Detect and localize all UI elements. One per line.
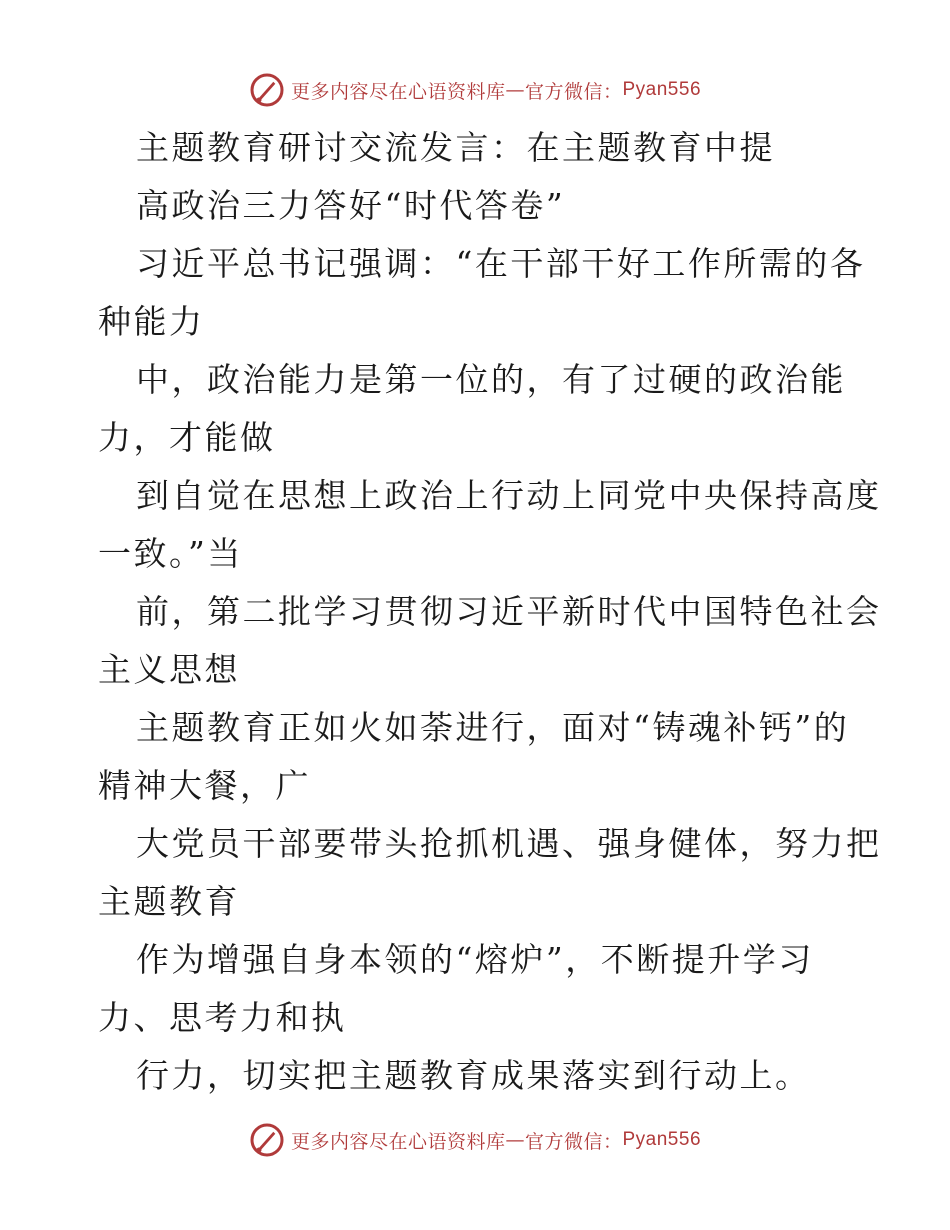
text-line: 主义思想: [98, 650, 240, 689]
footer-watermark: [0, 1120, 950, 1160]
text-line: 到自觉在思想上政治上行动上同党中央保持高度: [136, 476, 882, 515]
text-line: 主题教育: [98, 882, 240, 921]
document-title-line-2: 高政治三力答好“时代答卷”: [136, 186, 566, 225]
watermark-handle: Pyan556: [622, 79, 702, 100]
watermark-wechat-label: 官方微信：: [524, 80, 623, 103]
watermark-text: 更多内容尽在心语资料库: [290, 1130, 506, 1153]
watermark-text: 更多内容尽在心语资料库: [290, 80, 506, 103]
text-line: 行力，切实把主题教育成果落实到行动上。: [136, 1056, 811, 1095]
watermark-handle: Pyan556: [622, 1129, 702, 1150]
text-line: 力，才能做: [98, 418, 276, 457]
text-line: 大党员干部要带头抢抓机遇、强身健体，努力把: [136, 824, 882, 863]
text-line: 主题教育正如火如荼进行，面对“铸魂补钙”的: [136, 708, 850, 747]
text-line: 前，第二批学习贯彻习近平新时代中国特色社会: [136, 592, 882, 631]
text-line: 作为增强自身本领的“熔炉”，不断提升学习: [136, 940, 814, 979]
text-line: 习近平总书记强调：“在干部干好工作所需的各: [136, 244, 866, 283]
text-line: 中，政治能力是第一位的，有了过硬的政治能: [136, 360, 846, 399]
text-line: 精神大餐，广: [98, 766, 311, 805]
text-line: 一致。”当: [98, 534, 243, 573]
quill-logo-icon: [249, 1122, 285, 1158]
watermark-dash: —: [505, 79, 525, 101]
watermark-dash: —: [505, 1129, 525, 1151]
document-title-line-1: 主题教育研讨交流发言：在主题教育中提: [136, 128, 775, 167]
text-line: 种能力: [98, 302, 205, 341]
watermark-wechat-label: 官方微信：: [524, 1130, 623, 1153]
quill-logo-icon: [249, 72, 285, 108]
text-line: 力、思考力和执: [98, 998, 347, 1037]
header-watermark: [0, 70, 950, 110]
